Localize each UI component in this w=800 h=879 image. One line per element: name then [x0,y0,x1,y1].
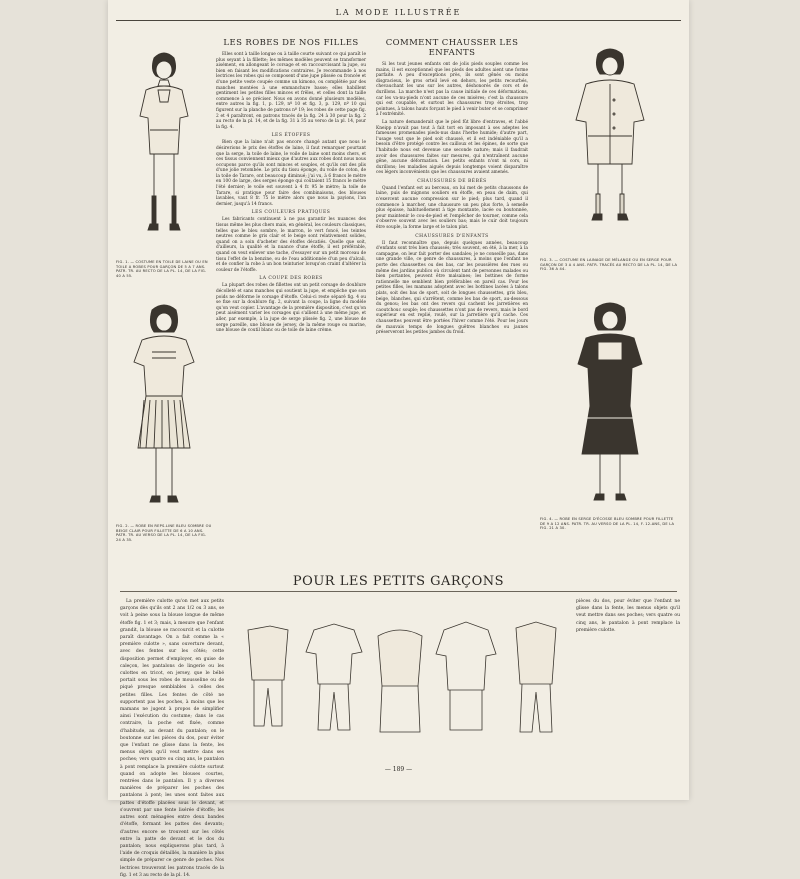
figure-2-illustration [116,300,212,570]
figure-2-caption: FIG. 2. — ROBE EN REPS-LINE BLEU SOMBRE OU BEIGE CLAIR POUR FILLETTE DE 6 A 10 ANS. PATR. TR. AU VERSO DE LA PL. 14, DE LA FIG. 24 A 35. [116,524,212,542]
masthead-rule [116,20,681,21]
article-paragraph: Bien que la laine n'ait pas encore changé autant que nous le désirerions le prix des étoffes de laine, il faut remarquer pourtant que la serge, la toile de laine, le voile de laine sont moins chers, et ces tissus conviennent mieux que d'autres aux robes dont nous nous occupons parce qu'ils sont minces et souples, et qu'ils ont des plis d'une jolie retombée. Le prix du tissu éponge, du voile de coton, de la toile de Tarare, ont beaucoup diminué; j'ai vu, à 6 francs le mètre en 100 de large, des serges éponge qui coûtaient 15 francs le mètre l'été dernier; le voile est souvent à 4 fr. 95 le mètre; la toile de Tarare, si pratique pour faire des combinaisons, des blouses lavables, vaut 8 fr. 75 le mètre alors que nous la payions, l'an dernier, jusqu'à 14 francs. [216,140,366,207]
figure-4-illustration [540,298,680,568]
article-paragraph: Elles sont à taille longue ou à taille courte suivant ce qui paraît le plus seyant à la fillette; les mêmes modèles peuvent se transformer aisément, en allongeant le corsage et en raccourcissant la jupe, ou bien en faisant les modifications contraires. Je recommande à nos lectrices les robes qui se composent d'une jupe plissée ou froncée et d'une petite veste coupée comme un kimono, ou complétée par des manches montées à une emmanchure basse; elles habillent gentiment les petites filles minces et frêles, et celles dont la taille commence à se préciser. Nous en avons donné plusieurs modèles, entre autres la fig. 1, p. 129, nº 10 et fig. 3, p. 129, nº 10 qui figurent sur la planche de patrons nº 19; les robes de cette page fig. 2 et 4 paraîtront, en patrons tracés de la fig. 24 à 30 pour la fig. 2 au recto de la pl. 14, et de la fig. 31 à 35 au verso de la pl. 14, pour la fig. 4. [216,52,366,130]
page-number: — 189 — [384,766,413,773]
figure-4-caption: FIG. 4. — ROBE EN SERGE D'ÉCOSSE BLEU SOMBRE POUR FILLETTE DE 9 A 12 ANS. PATR. TR. AU VERSO DE LA PL. 14, F. 12-ANS, DE LA FIG. 21 A 30. [540,517,675,531]
bottom-left-text [120,598,224,878]
section-banner-heading: POUR LES PETITS GARÇONS [292,574,505,589]
article-paragraph: Les fabricants continuent à ne pas garantir les nuances des tissus même les plus chers mais, en général, les couleurs classiques, telles que le bleu sombre, le marron, le vert foncé, les teintes neutres comme le gris clair et le beige sont relativement solides, quand on a soin d'acheter des étoffes décatiés. Quelle que soit, d'ailleurs, la qualité et la nuance d'une étoffe, il est préférable, quand on veut enlever une tache, d'essayer sur un petit morceau de tissu l'effet de la benzine, ou de l'eau additionnée d'un peu d'alcali, et de confier la robe à un bon teinturier lorsqu'on craint d'altérer la couleur de l'étoffe. [216,217,367,273]
article-paragraph: La nature demanderait que le pied fût libre d'entraves, et l'abbé Kneipp n'avait pas tout à fait tort en imposant à ses adeptes les fameuses promenades pieds-nus dans l'herbe humide; d'autre part, l'usage veut que le pied soit chaussé, et il est indéniable qu'il a besoin d'être protégé contre les cailloux et les épines, de sorte que l'habitude nous est devenue une seconde nature; mais il faudrait avoir des chaussures faites sur mesures, qui n'entraînent aucune gêne, aucune déformation. Les petits enfants n'ont ni cors, ni durillons; les maladies aiguës depuis longtemps voient disparaître ces légers inconvénients que les chaussures avaient amenés. [376,119,528,176]
girl-pleated-dress-drawing [116,300,212,520]
bottom-right-text [576,598,680,760]
boy-tunic-drawing [116,46,212,256]
banner-rule [120,591,677,592]
article-paragraph: Quand l'enfant est au berceau, on lui met de petits chaussons de laine, puis de mignons souliers en étoffe, en peau de daim, qui n'exercent aucune compression sur le pied; plus tard, quand il commence à marcher, une chaussure un peu plus forte, à semelle plus épaisse, habituellement à tige montante, lacée ou boutonnée, pour maintenir le cou-de-pied et l'empêcher de tourner, comme cela s'observe souvent avec les souliers bas; mais le cuir doit toujours être souple, la forme large et le talon plat. [376,185,528,231]
magazine-page [108,0,689,878]
figure-1-caption: FIG. 1. — COSTUME EN TOILE DE LAINE OU EN TOILE A ROBES POUR GARÇON DE 5 A 7 ANS. PATR. TR. AU RECTO DE LA PL. 14, DE LA FIG. 40 A 55. [116,260,208,278]
subheading-chaussures-enfants: CHAUSSURES D'ENFANTS [415,233,489,239]
boy-coat-drawing [540,44,680,254]
figure-3-caption: FIG. 3. — COSTUME EN LAINAGE DE MÉLANGE OU EN SERGE POUR GARÇON DE 3 A 4 ANS. PATR. TRACÉS AU RECTO DE LA PL. 14, DE LA FIG. 36 A 44. [540,258,678,272]
right-article-heading: COMMENT CHAUSSER LES ENFANTS [385,38,519,58]
masthead: LA MODE ILLUSTRÉE [335,8,462,17]
article-paragraph: La plupart des robes de fillettes ont un petit corsage de doublure décolleté et sans manches qui soutient la jupe, et empêche que son poids ne déforme le corsage d'étoffe. Celui-ci reste séparé fig. 4 ou se fixe sur la doublure fig. 2, suivant la coupe, la ligne du modèle qu'on veut copier. L'avantage de la première disposition, c'est qu'on peut aisément varier les corsages qui s'allient à une même jupe, et aller, par exemple, à la jupe de serge plissée fig. 2, une blouse de serge pareille, une blouse de jersey, de la même rouge ou marine, une blouse de coutil blanc ou de toile de laine crème. [216,283,366,334]
article-paragraph: Il faut reconnaître que, depuis quelques années, beaucoup d'enfants sont très bien chaussés; très souvent, en été, à la mer, à la campagne, on leur fait porter des sandales; je ne conseille pas, dans une grande ville, ce genre de chaussures, à moins que l'enfant ne porte des chaussettes ou des bas, car les poussières des rues ou même des jardins publics où circulent tant de personnes malades ou bien portantes, peuvent être malsaines; les bottines de forme rationnelle me semblent bien préférables en pareil cas. Pour les petites filles, les mamans adoptent avec les bottines lacées à talons plats, soit des bas de sport, soit de longues chaussettes, gris bleu, beige, blanches, qui s'arrêtent, comme les bas de sport, au-dessous du genou; les bas ont des revers qui cachent les jarretières en caoutchouc souple; les chaussettes n'ont pas de revers, mais le bord supérieur en est replié, roulé, sur la jarretière qu'il cache. Ces chaussettes peuvent être portées l'hiver comme l'été. Pour les jours de mauvais temps de longues guêtres blanches ou jaunes préserveront les petites jambes du froid. [376,240,528,336]
article-paragraph: Si les tout jeunes enfants ont de jolis pieds souples comme les mains, il est exceptionnel que les pieds des adultes aient une forme parfaite. A peu d'exceptions près, ils sont gênés ou moins disgracieux, le gros orteil levé en dehors, les petits recourbés, chevauchant les uns sur les autres, déshonorés de cors et de durillons. La marche n'est pas la cause initiale de ces déformations, car les va-nu-pieds n'ont aucune de ces misères; c'est la chaussure qui est coupable, et surtout les chaussures trop étroites, trop pointues, à talons hauts forçant le pied à venir buter et se comprimer à l'extrémité. [376,62,528,118]
subheading-couleurs: LES COULEURS PRATIQUES [251,210,331,216]
boys-outfits-illustration [230,600,570,750]
pattern-sketches-drawing [230,600,570,750]
figure-1-illustration [116,46,212,301]
left-article-heading: LES ROBES DE NOS FILLES [223,38,359,48]
right-article-column [376,38,528,568]
article-paragraph: La première culotte qu'on met aux petits garçons dès qu'ils ont 2 ans 1/2 ou 3 ans, se voit à peine sous la blouse longue de même étoffe fig. 1 et 3; mais, à mesure que l'enfant grandit, la blouse se raccourcit et la culotte paraît davantage. On a fait comme la « première culotte », sans ouverture devant, avec des fentes sur les côtés; cette disposition permet d'employer, en guise de caleçon, les pantalons de lingerie ou les culottes en tricot, en jersey, que le bébé portait sous les robes de mousseline ou de piqué presque semblables à celles des petites filles. Les fentes de côté ne supportent pas les poches, à moins que les mamans ne jugent à propos de simplifier ainsi l'exécution du costume; dans le cas contraire, la poche est fixée, comme d'habitude, au devant du pantalon; on le boutonne sur les pièces du dos, pour éviter que l'enfant ne glisse dans la fente, les menus objets qu'il veut mettre dans ses poches; vers quatre ou cinq ans, le pantalon à pont remplace la première culotte surtout quand on adopte les blouses courtes, rentrées dans le pantalon. Il y a diverses manières de préparer les poches des pantalons à pont; les unes sont faites aux pattes d'étoffe placées sous le devant, et s'ouvrent par une fente lisérée d'étoffe; les autres sont ménagées entre deux bandes d'étoffe, formant les pattes des devants; d'autres encore se trouvent sur les côtés entre la patte de devant et le dos du pantalon; nous expliquerons plus tard, à l'aide de croquis détaillés, la manière la plus simple de préparer ce genre de poches. Nos lectrices trouveront les patrons tracés de la fig. 1 et 3 au recto de la pl. 14. [120,599,224,878]
subheading-etoffes: LES ÉTOFFES [271,133,311,139]
left-article-column [216,38,366,568]
subheading-coupe: LA COUPE DES ROBES [259,276,323,282]
article-paragraph: pièces du dos, pour éviter que l'enfant ne glisse dans la fente, les menus objets qu'il veut mettre dans ses poches; vers quatre ou cinq ans, le pantalon à pont remplace la première culotte. [576,599,680,633]
subheading-chaussures-bebes: CHAUSSURES DE BÉBÉS [417,178,487,184]
figure-3-illustration [540,44,680,296]
girl-serge-dress-drawing [540,298,680,513]
